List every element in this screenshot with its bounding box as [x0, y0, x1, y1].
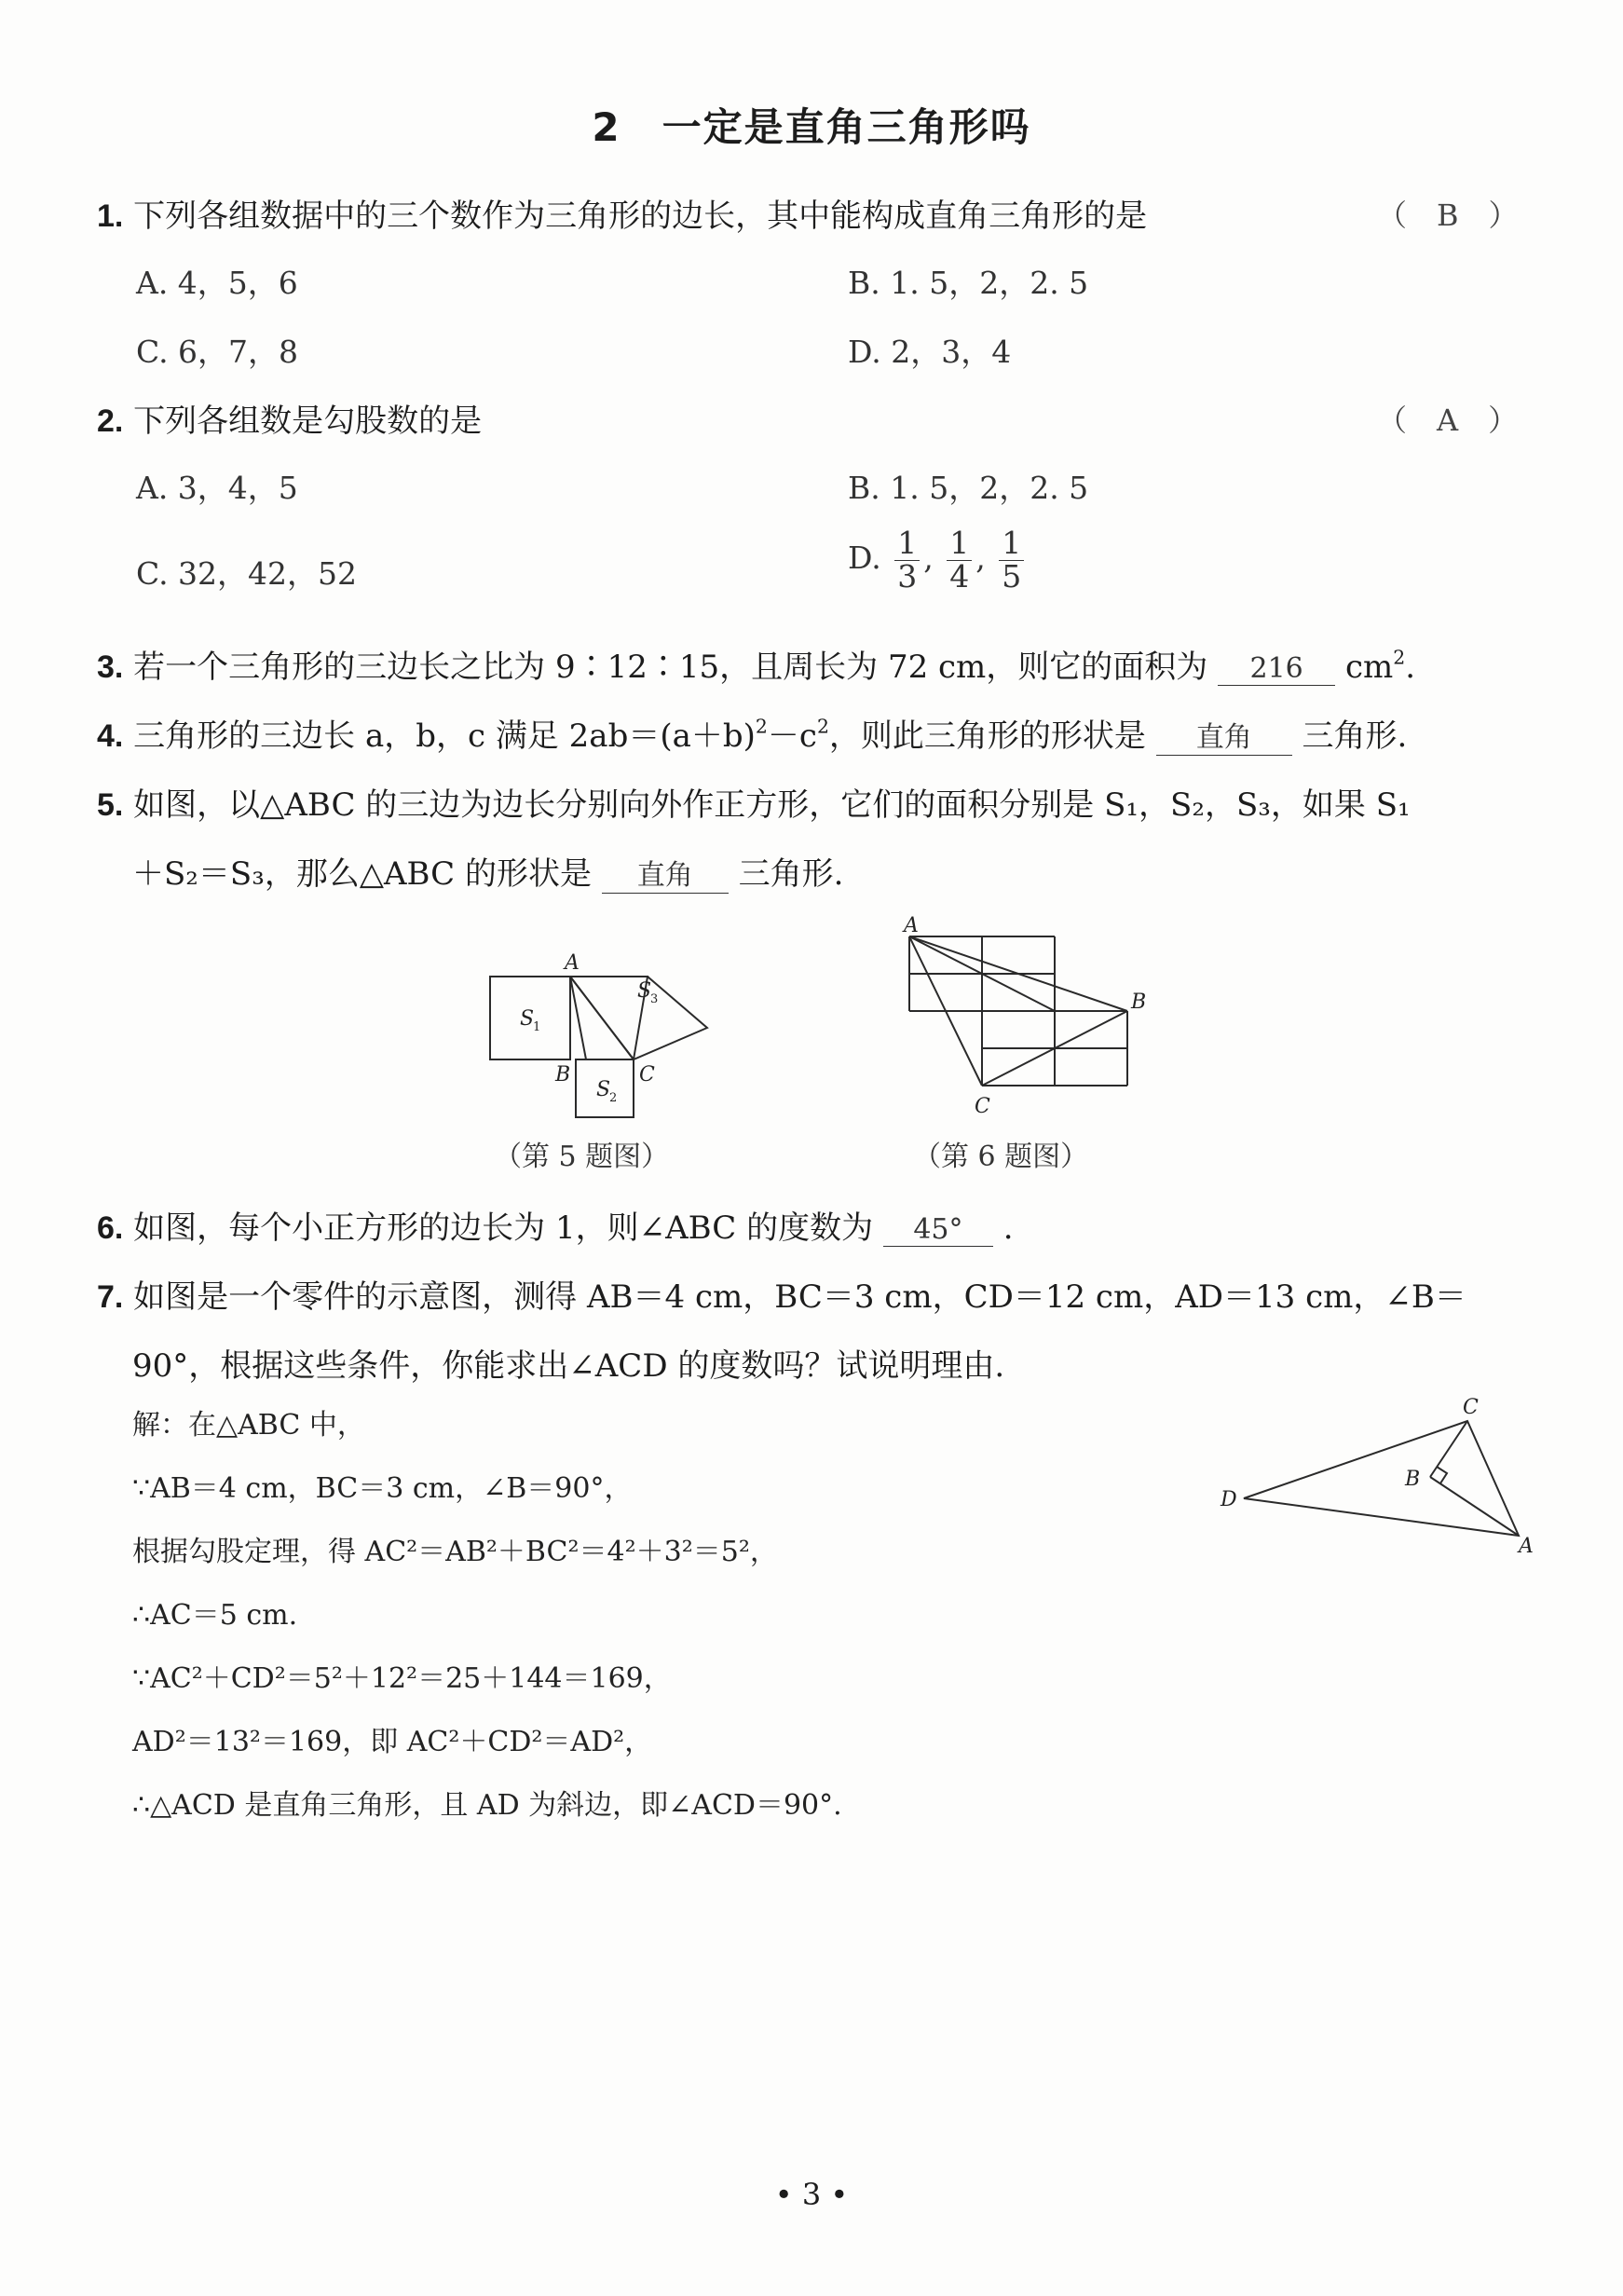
question-3 [97, 641, 1415, 687]
question-3-unit: cm [1344, 649, 1394, 686]
solution-line-3: 根据勾股定理，得 AC²＝AB²＋BC²＝4²＋3²＝5²， [132, 1536, 778, 1568]
question-4 [97, 710, 1407, 756]
triangle-abc [570, 977, 648, 1059]
question-1-answer: （ B ） [1377, 198, 1519, 233]
question-6-end: . [1002, 1210, 1014, 1247]
question-4-text-post: ，则此三角形的形状是 [828, 718, 1146, 755]
question-3-text: 若一个三角形的三边长之比为 9∶12∶15，且周长为 72 cm，则它的面积为 [133, 649, 1208, 686]
fig5-label-s1: S [520, 1007, 535, 1031]
question-2-answer: （ A ） [1377, 403, 1519, 438]
question-7-line-2: 90°，根据这些条件，你能求出∠ACD 的度数吗？试说明理由. [132, 1347, 1005, 1385]
fraction-one-third: $\frac{1}{3}$ [894, 527, 920, 593]
fraction-one-fifth: $\frac{1}{5}$ [999, 527, 1024, 593]
question-4-exp-1: 2 [755, 715, 768, 738]
fig6-label-c: C [975, 1095, 990, 1118]
question-2 [97, 395, 482, 441]
fig7-label-c: C [1463, 1396, 1479, 1419]
fig5-label-s2: S [596, 1078, 611, 1101]
q1-option-b: B. 1. 5，2，2. 5 [848, 265, 1089, 301]
q2-option-a: A. 3，4，5 [136, 470, 298, 506]
solution-line-6: AD²＝13²＝169，即 AC²＋CD²＝AD²， [132, 1726, 653, 1758]
question-4-number: 4. [97, 718, 124, 754]
question-4-end: 三角形. [1302, 718, 1408, 755]
q1-option-a: A. 4，5，6 [136, 265, 298, 301]
fig5-sub-1: 1 [533, 1020, 541, 1034]
solution-line-2: ∵AB＝4 cm，BC＝3 cm，∠B＝90°， [132, 1472, 633, 1505]
question-6-number: 6. [97, 1210, 124, 1246]
figure-5-caption: （第 5 题图） [494, 1141, 670, 1173]
question-2-number: 2. [97, 403, 124, 439]
question-6-text: 如图，每个小正方形的边长为 1，则∠ABC 的度数为 [133, 1210, 874, 1247]
question-4-text-mid: －c [767, 718, 817, 755]
solution-line-5: ∵AC²＋CD²＝5²＋12²＝25＋144＝169， [132, 1662, 672, 1695]
question-2-text: 下列各组数是勾股数的是 [133, 403, 483, 440]
question-7 [97, 1271, 1466, 1317]
question-3-unit-exp: 2 [1393, 646, 1406, 669]
question-5-line-1: 如图，以△ABC 的三边为边长分别向外作正方形，它们的面积分别是 S₁，S₂，S₃，如果 S₁ [133, 786, 1411, 824]
figure-6-grid-diagram [894, 913, 1174, 1128]
question-5-end: 三角形. [738, 855, 844, 893]
q2-option-d: D. $\frac{1}{3}$ , $\frac{1}{4}$ , $\frac{1}{5}$ [848, 527, 1028, 593]
fig6-label-b: B [1131, 991, 1147, 1014]
figure-7-quadrilateral [1202, 1379, 1547, 1565]
fig5-sub-2: 2 [609, 1091, 618, 1105]
question-4-text-pre: 三角形的三边长 a，b，c 满足 2ab＝(a＋b) [133, 718, 756, 755]
page-title: 2 一定是直角三角形吗 [592, 104, 1031, 150]
question-7-number: 7. [97, 1279, 124, 1315]
question-7-line-1: 如图是一个零件的示意图，测得 AB＝4 cm，BC＝3 cm，CD＝12 cm，AD＝13 cm，∠B＝ [133, 1278, 1466, 1316]
question-3-number: 3. [97, 649, 124, 685]
fraction-one-fourth: $\frac{1}{4}$ [947, 527, 972, 593]
question-3-end: . [1405, 649, 1416, 686]
fig7-label-b: B [1405, 1468, 1421, 1491]
question-5-continued [132, 848, 843, 894]
question-5 [97, 779, 1411, 825]
question-1-number: 1. [97, 198, 124, 234]
figure-6-caption: （第 6 题图） [913, 1141, 1089, 1173]
solution-line-4: ∴AC＝5 cm. [132, 1599, 298, 1632]
question-3-answer-blank: 216 [1218, 652, 1335, 686]
question-4-exp-2: 2 [816, 715, 829, 738]
q2-option-b: B. 1. 5，2，2. 5 [848, 470, 1089, 506]
fig5-label-a: A [565, 951, 580, 975]
question-5-number: 5. [97, 787, 124, 823]
fig7-label-a: A [1519, 1535, 1534, 1558]
question-5-answer-blank: 直角 [602, 852, 729, 894]
solution-line-7: ∴△ACD 是直角三角形，且 AD 为斜边，即∠ACD＝90°. [132, 1789, 842, 1822]
figure-5-squares-diagram [475, 895, 736, 1137]
q2-option-c: C. 32，42，52 [136, 555, 358, 592]
fig5-label-s3: S [637, 979, 652, 1003]
fig7-label-d: D [1221, 1488, 1237, 1511]
q2-option-d-label: D. [848, 540, 881, 577]
solution-line-1: 解：在△ABC 中， [132, 1409, 365, 1442]
fig5-label-c: C [639, 1063, 655, 1086]
page-number: • 3 • [774, 2177, 849, 2212]
q1-option-c: C. 6，7，8 [136, 334, 299, 370]
question-6 [97, 1202, 1014, 1248]
question-6-answer-blank: 45° [883, 1213, 993, 1247]
fig5-label-b: B [555, 1063, 571, 1086]
fig6-label-a: A [904, 914, 919, 937]
question-5-line-2: ＋S₂＝S₃，那么△ABC 的形状是 [132, 855, 592, 893]
question-1-text: 下列各组数据中的三个数作为三角形的边长，其中能构成直角三角形的是 [133, 198, 1148, 235]
q1-option-d: D. 2，3，4 [848, 334, 1012, 370]
question-4-answer-blank: 直角 [1156, 714, 1292, 756]
question-1 [97, 190, 1147, 236]
fig5-sub-3: 3 [650, 992, 659, 1006]
